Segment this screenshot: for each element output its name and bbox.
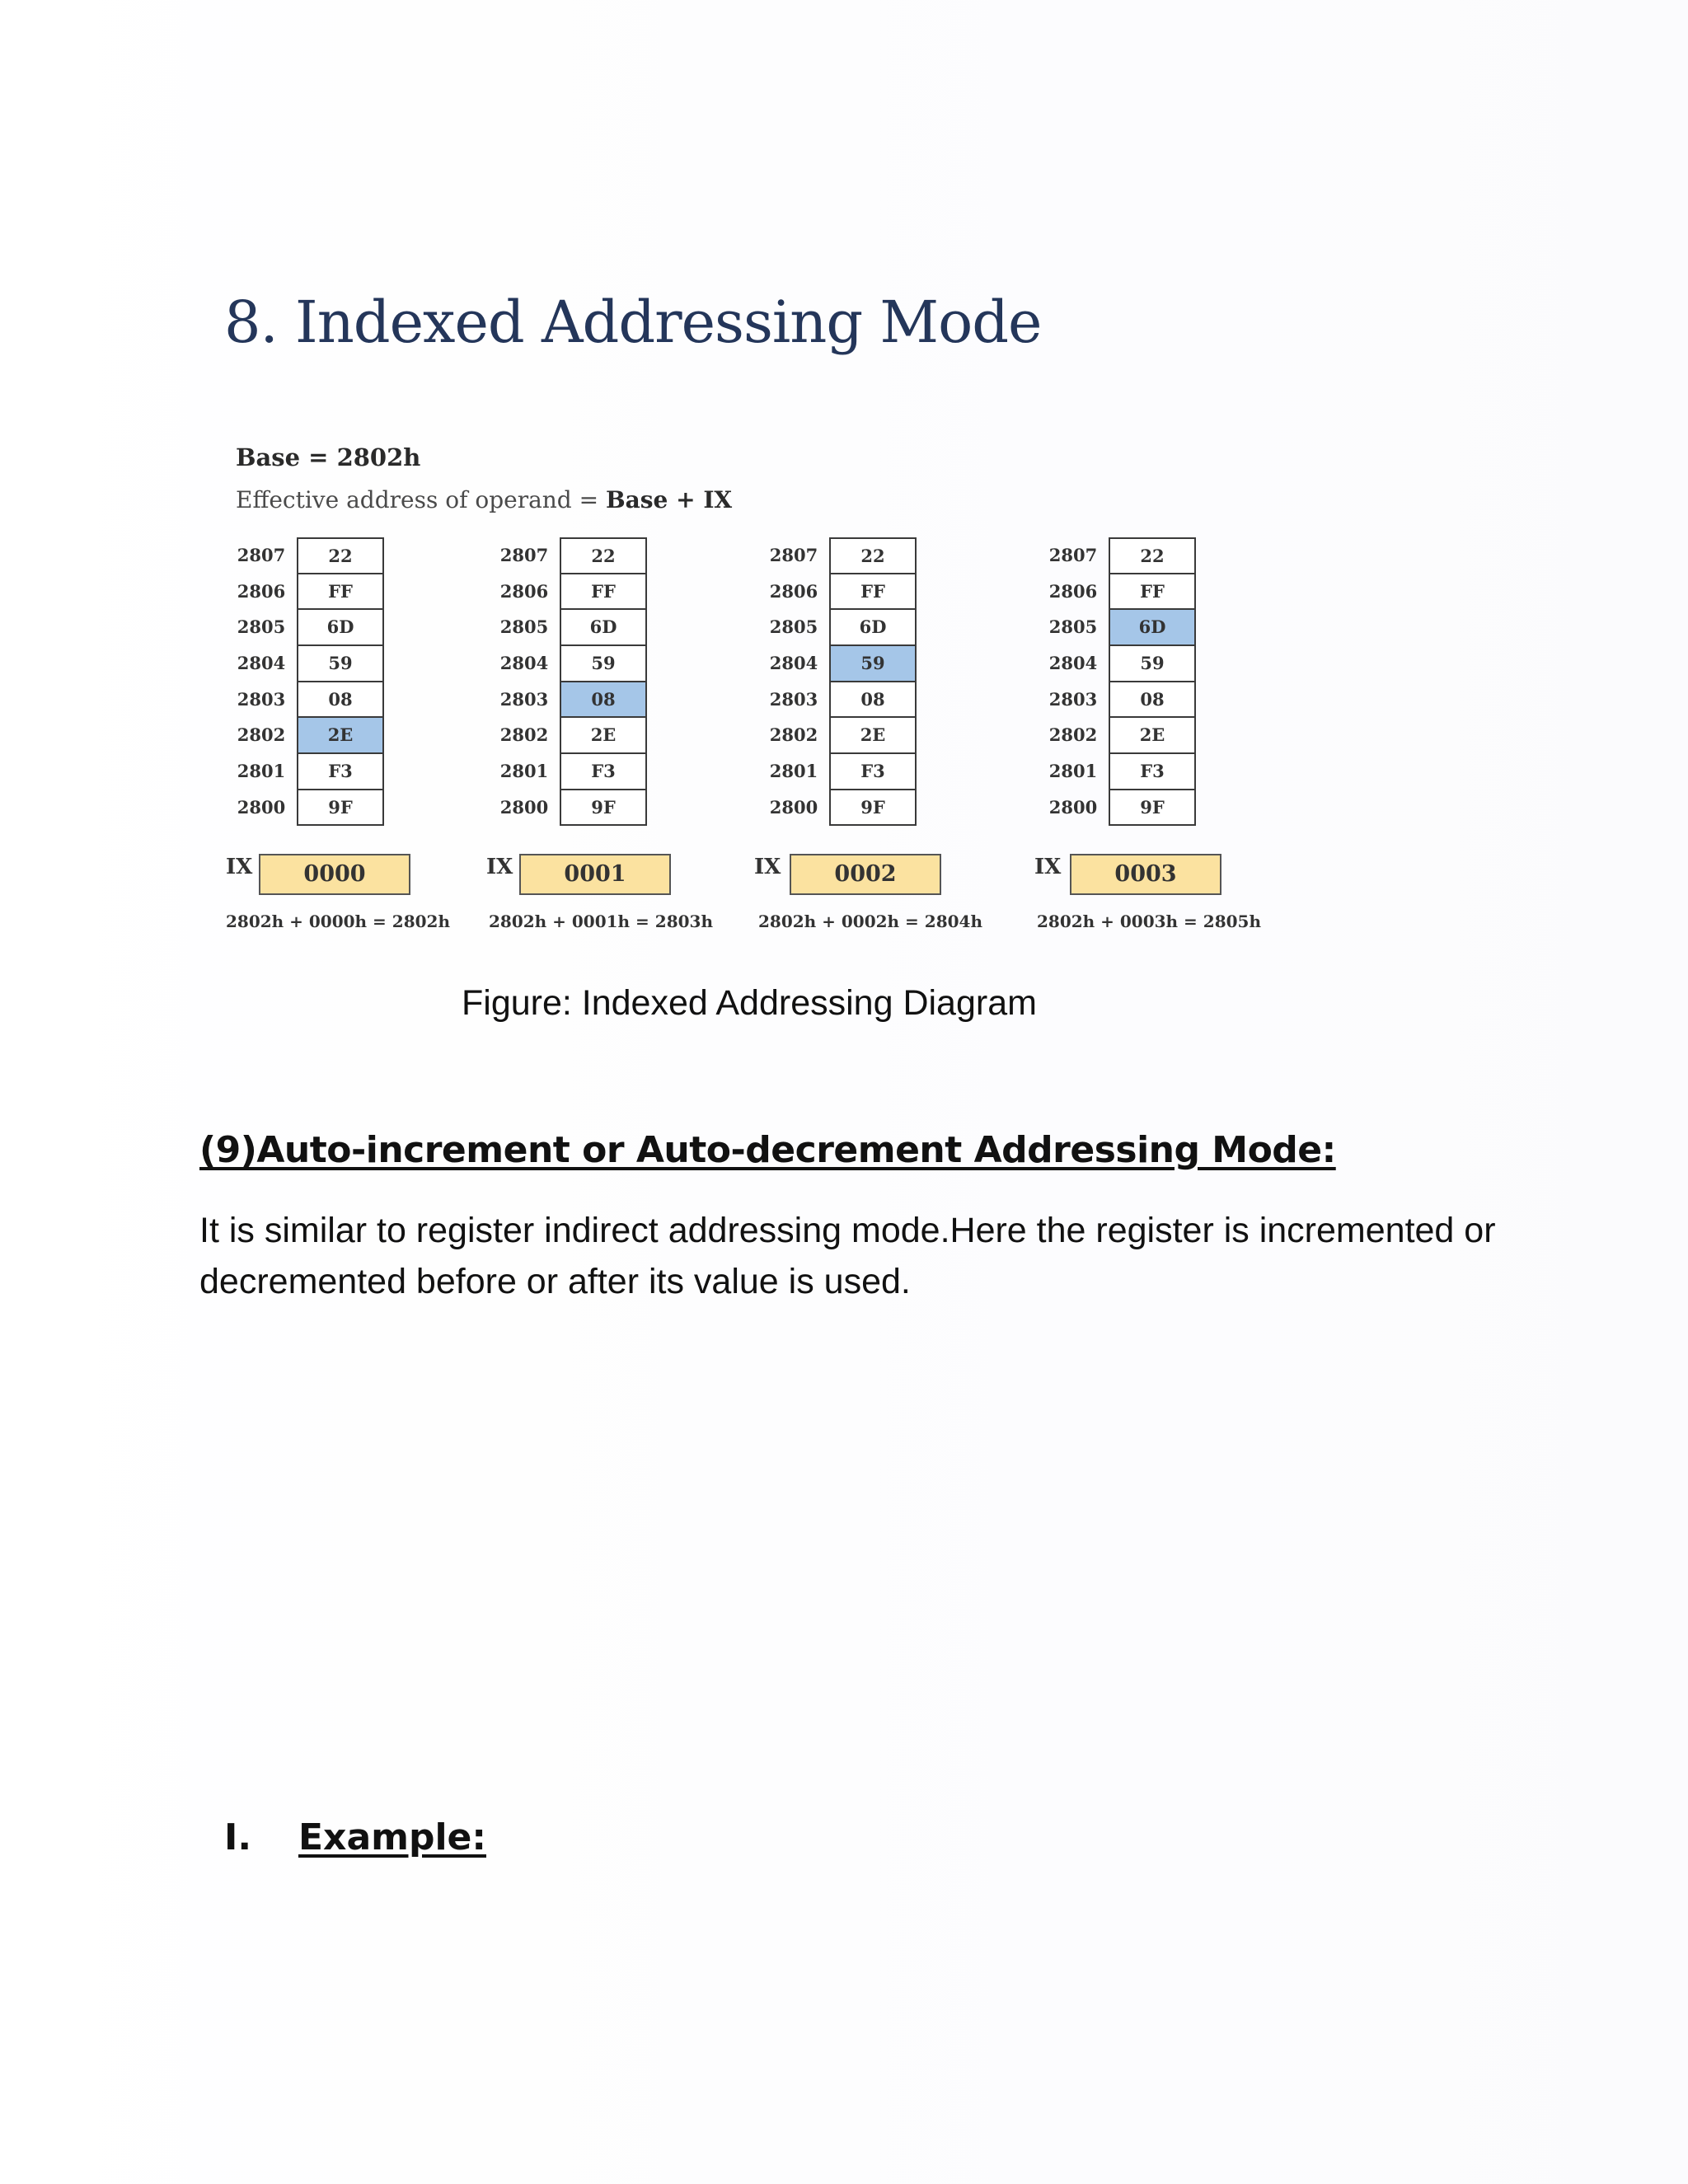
address-calculation: 2802h + 0000h = 2802h — [226, 912, 450, 931]
address-calculation: 2802h + 0003h = 2805h — [1037, 912, 1261, 931]
memory-cell: 2E — [829, 717, 917, 753]
memory-address: 2804 — [499, 653, 549, 674]
memory-cell-highlighted: 2E — [297, 717, 384, 753]
memory-address: 2807 — [499, 545, 549, 565]
memory-address: 2805 — [237, 616, 286, 638]
memory-address: 2802 — [1048, 724, 1098, 746]
memory-cell: 9F — [829, 790, 917, 826]
memory-address: 2802 — [769, 724, 818, 746]
memory-cell: 22 — [297, 537, 384, 574]
example-list-number: I. — [224, 1816, 252, 1858]
section-heading: (9)Auto-increment or Auto-decrement Addressing Mode: — [199, 1129, 1336, 1171]
address-calculation: 2802h + 0002h = 2804h — [758, 912, 982, 931]
memory-cell: 9F — [297, 790, 384, 826]
memory-cell: FF — [560, 574, 647, 610]
memory-cell: 9F — [1109, 790, 1196, 826]
memory-cell: 6D — [297, 609, 384, 645]
memory-address: 2806 — [237, 580, 286, 602]
ix-register-value: 0002 — [790, 854, 941, 895]
memory-cell: 59 — [1109, 645, 1196, 682]
memory-cell: 6D — [829, 609, 917, 645]
ix-register-label: IX — [486, 855, 513, 879]
memory-address: 2801 — [499, 761, 549, 782]
memory-address: 2803 — [769, 688, 818, 710]
memory-cell: F3 — [829, 753, 917, 790]
memory-cell: 6D — [560, 609, 647, 645]
ix-register-label: IX — [1034, 855, 1062, 879]
memory-address: 2805 — [1048, 616, 1098, 638]
memory-cell: 08 — [1109, 682, 1196, 718]
memory-cell: 08 — [829, 682, 917, 718]
memory-cell-highlighted: 08 — [560, 682, 647, 718]
ix-register-value: 0001 — [519, 854, 671, 895]
memory-cell: FF — [1109, 574, 1196, 610]
ix-register-label: IX — [226, 855, 253, 879]
memory-address: 2801 — [237, 761, 286, 782]
memory-address: 2807 — [237, 545, 286, 565]
memory-address: 2800 — [499, 796, 549, 818]
address-calculation: 2802h + 0001h = 2803h — [489, 912, 713, 931]
memory-address: 2804 — [769, 653, 818, 674]
memory-cell: 2E — [1109, 717, 1196, 753]
memory-cell: 08 — [297, 682, 384, 718]
effective-address-definition — [236, 486, 732, 513]
memory-address: 2806 — [499, 580, 549, 602]
effective-address-label: Effective address of operand = — [236, 486, 606, 513]
memory-address: 2800 — [769, 796, 818, 818]
memory-address: 2804 — [1048, 653, 1098, 674]
memory-address: 2805 — [769, 616, 818, 638]
memory-cell: 22 — [829, 537, 917, 574]
memory-address: 2803 — [237, 688, 286, 710]
memory-cell: 9F — [560, 790, 647, 826]
memory-address: 2805 — [499, 616, 549, 638]
memory-cell: 22 — [560, 537, 647, 574]
effective-address-formula: Base + IX — [605, 486, 733, 513]
memory-cell: F3 — [560, 753, 647, 790]
memory-address: 2806 — [1048, 580, 1098, 602]
memory-address: 2801 — [769, 761, 818, 782]
memory-address: 2800 — [237, 796, 286, 818]
memory-cell: 22 — [1109, 537, 1196, 574]
memory-address: 2806 — [769, 580, 818, 602]
memory-address: 2807 — [769, 545, 818, 565]
memory-cell: 2E — [560, 717, 647, 753]
memory-cell-highlighted: 6D — [1109, 609, 1196, 645]
memory-cell: F3 — [1109, 753, 1196, 790]
slide-title: 8. Indexed Addressing Mode — [224, 288, 1042, 356]
memory-address: 2802 — [237, 724, 286, 746]
memory-cell: 59 — [560, 645, 647, 682]
memory-address: 2803 — [499, 688, 549, 710]
memory-address: 2800 — [1048, 796, 1098, 818]
example-heading: Example: — [298, 1816, 486, 1858]
memory-address: 2802 — [499, 724, 549, 746]
memory-address: 2807 — [1048, 545, 1098, 565]
memory-cell: FF — [829, 574, 917, 610]
ix-register-label: IX — [754, 855, 781, 879]
memory-cell-highlighted: 59 — [829, 645, 917, 682]
section-body: It is similar to register indirect addressing mode.Here the register is incremented or decremented before or after its value is used. — [199, 1211, 1496, 1301]
ix-register-value: 0000 — [259, 854, 410, 895]
memory-cell: 59 — [297, 645, 384, 682]
memory-cell: FF — [297, 574, 384, 610]
memory-cell: F3 — [297, 753, 384, 790]
base-definition: Base = 2802h — [236, 443, 421, 471]
ix-register-value: 0003 — [1070, 854, 1221, 895]
memory-address: 2803 — [1048, 688, 1098, 710]
memory-address: 2801 — [1048, 761, 1098, 782]
memory-address: 2804 — [237, 653, 286, 674]
figure-caption: Figure: Indexed Addressing Diagram — [462, 983, 1037, 1023]
